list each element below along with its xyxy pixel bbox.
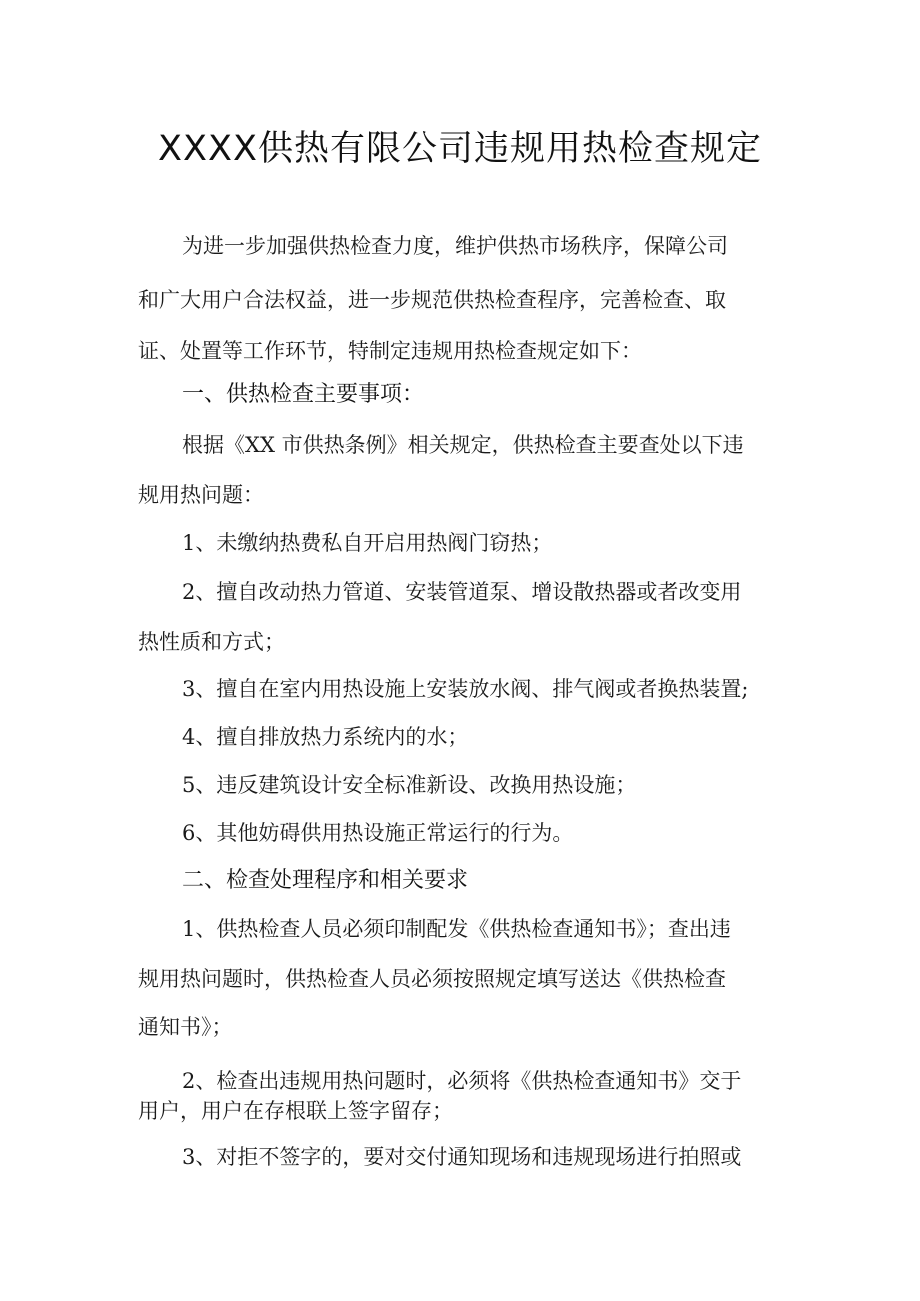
section-1-item-6: 6、其他妨碍供用热设施正常运行的行为。 [182, 821, 574, 845]
section-1-item-1: 1、未缴纳热费私自开启用热阀门窃热； [182, 531, 553, 555]
document-title: XXXX供热有限公司违规用热检查规定 [158, 129, 762, 169]
section-2-heading: 二、检查处理程序和相关要求 [182, 868, 469, 893]
section-1-item-4: 4、擅自排放热力系统内的水； [182, 725, 469, 749]
section-1-lead-line: 根据《XX 市供热条例》相关规定，供热检查主要查处以下违 [182, 433, 744, 457]
section-2-item-1-cont: 通知书》； [138, 1015, 233, 1039]
section-1-item-3: 3、擅自在室内用热设施上安装放水阀、排气阀或者换热装置; [182, 677, 749, 701]
section-2-item-3: 3、对拒不签字的，要对交付通知现场和违规现场进行拍照或 [182, 1145, 742, 1169]
section-2-item-2: 2、检查出违规用热问题时，必须将《供热检查通知书》交于 [182, 1069, 742, 1093]
section-1-item-2-cont: 热性质和方式； [138, 630, 285, 654]
section-2-item-1: 1、供热检查人员必须印制配发《供热检查通知书》；查出违 [182, 917, 731, 941]
section-1-item-2: 2、擅自改动热力管道、安装管道泵、增设散热器或者改变用 [182, 580, 742, 604]
intro-line: 为进一步加强供热检查力度，维护供热市场秩序，保障公司 [182, 234, 728, 258]
section-2-item-1-cont: 规用热问题时，供热检查人员必须按照规定填写送达《供热检查 [138, 967, 726, 991]
section-1-lead-line: 规用热问题： [138, 483, 264, 507]
section-2-item-2-cont: 用户，用户在存根联上签字留存； [138, 1099, 453, 1123]
section-1-item-5: 5、违反建筑设计安全标准新设、改换用热设施； [182, 773, 637, 797]
intro-line: 和广大用户合法权益，进一步规范供热检查程序，完善检查、取 [138, 288, 726, 312]
intro-line: 证、处置等工作环节，特制定违规用热检查规定如下： [138, 339, 642, 363]
section-1-heading: 一、供热检查主要事项： [182, 382, 425, 407]
